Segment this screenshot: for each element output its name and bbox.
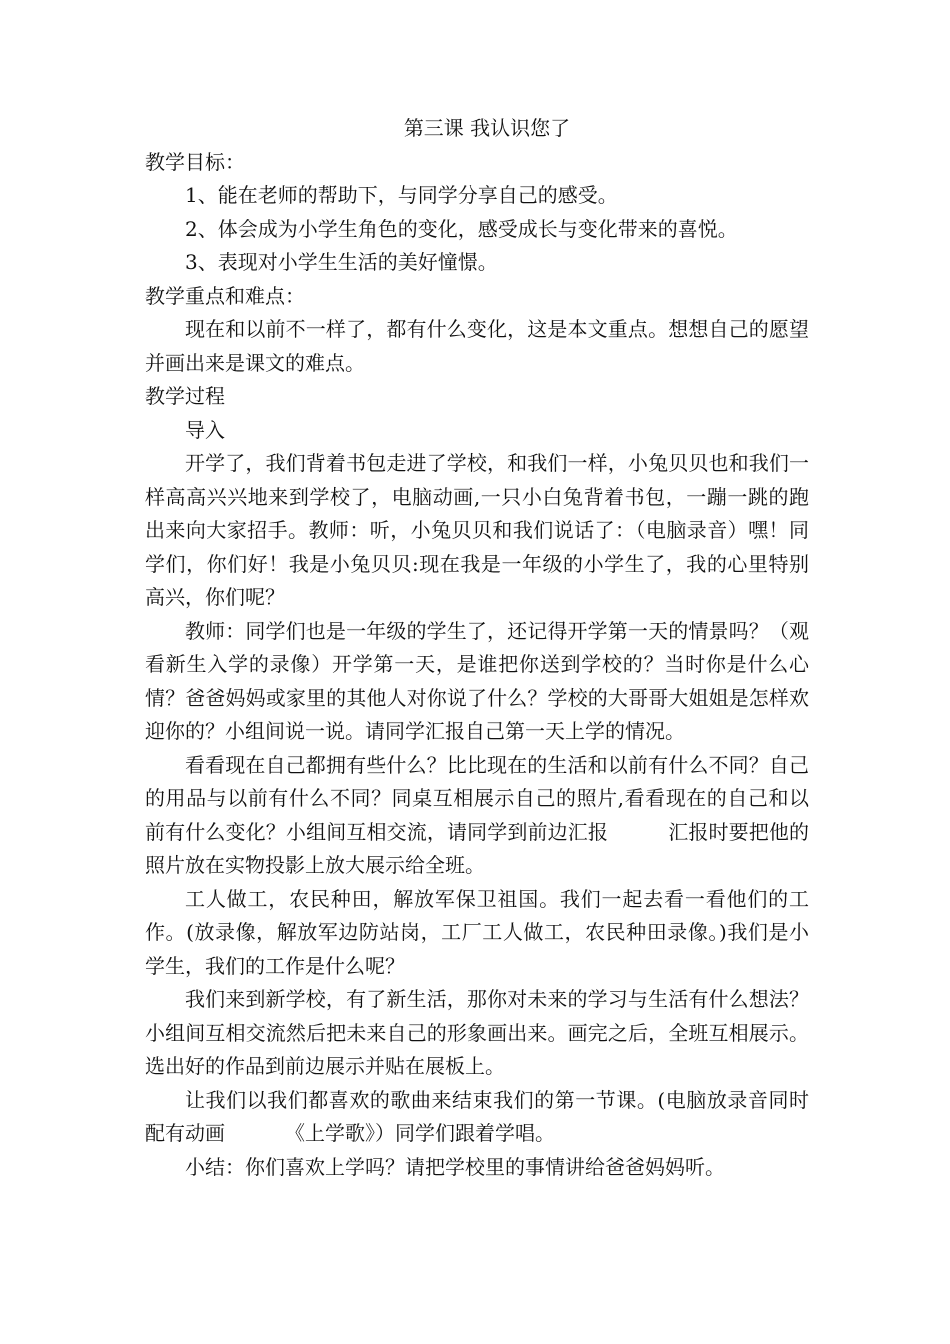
goal-item-1: 1、能在老师的帮助下，与同学分享自己的感受。 [185,183,618,207]
paragraph-6-part-a: 让我们以我们都喜欢的歌曲来结束我们的第一节课。(电脑放录音同时配有动画 [145,1087,809,1145]
goal-item-3: 3、表现对小学生生活的美好憧憬。 [185,250,498,274]
paragraph-1: 开学了，我们背着书包走进了学校，和我们一样，小兔贝贝也和我们一样高高兴兴地来到学校了，电脑动画,一只小白兔背着书包，一蹦一跳的跑出来向大家招手。教师：听，小兔贝贝和我们说话了：（电脑录音）嘿！同学们，你们好！我是小兔贝贝:现在我是一年级的小学生了，我的心里特别高兴，你们呢？ [145,451,809,609]
goal-item-2: 2、体会成为小学生角色的变化，感受成长与变化带来的喜悦。 [185,216,738,241]
paragraph-3-part-a: 看看现在自己都拥有些什么？比比现在的生活和以前有什么不同？自己的用品与以前有什么不同？同桌互相展示自己的照片,看看现在的自己和以前有什么变化？小组间互相交流，请同学到前边汇报 [145,752,809,844]
paragraph-4: 工人做工，农民种田，解放军保卫祖国。我们一起去看一看他们的工作。(放录像，解放军边防站岗，工厂工人做工，农民种田录像。)我们是小学生，我们的工作是什么呢？ [145,886,809,978]
page-title: 第三课 我认识您了 [403,116,571,140]
focus-heading: 教学重点和难点： [145,283,305,308]
lesson-document [145,112,809,1184]
paragraph-6 [145,1084,809,1151]
paragraph-3-part-b: 汇报时要把他的照片放在实物投影上放大展示给全班。 [145,819,810,877]
focus-paragraph: 现在和以前不一样了，都有什么变化，这是本文重点。想想自己的愿望并画出来是课文的难点。 [145,317,809,375]
summary-paragraph: 小结：你们喜欢上学吗？请把学校里的事情讲给爸爸妈妈听。 [185,1154,725,1179]
goals-heading: 教学目标： [145,149,245,174]
paragraph-3 [145,749,809,883]
paragraph-2: 教师：同学们也是一年级的学生了，还记得开学第一天的情景吗？（观看新生入学的录像）开学第一天，是谁把你送到学校的？当时你是什么心情？爸爸妈妈或家里的其他人对你说了什么？学校的大哥哥大姐姐是怎样欢迎你的？小组间说一说。请同学汇报自己第一天上学的情况。 [145,618,809,743]
paragraph-6-part-b: 《上学歌》）同学们跟着学唱。 [285,1121,555,1145]
process-heading: 教学过程 [145,384,225,408]
intro-label: 导入 [185,417,225,442]
paragraph-5: 我们来到新学校，有了新生活，那你对未来的学习与生活有什么想法？小组间互相交流然后把未来自己的形象画出来。画完之后，全班互相展示。选出好的作品到前边展示并贴在展板上。 [145,987,809,1078]
